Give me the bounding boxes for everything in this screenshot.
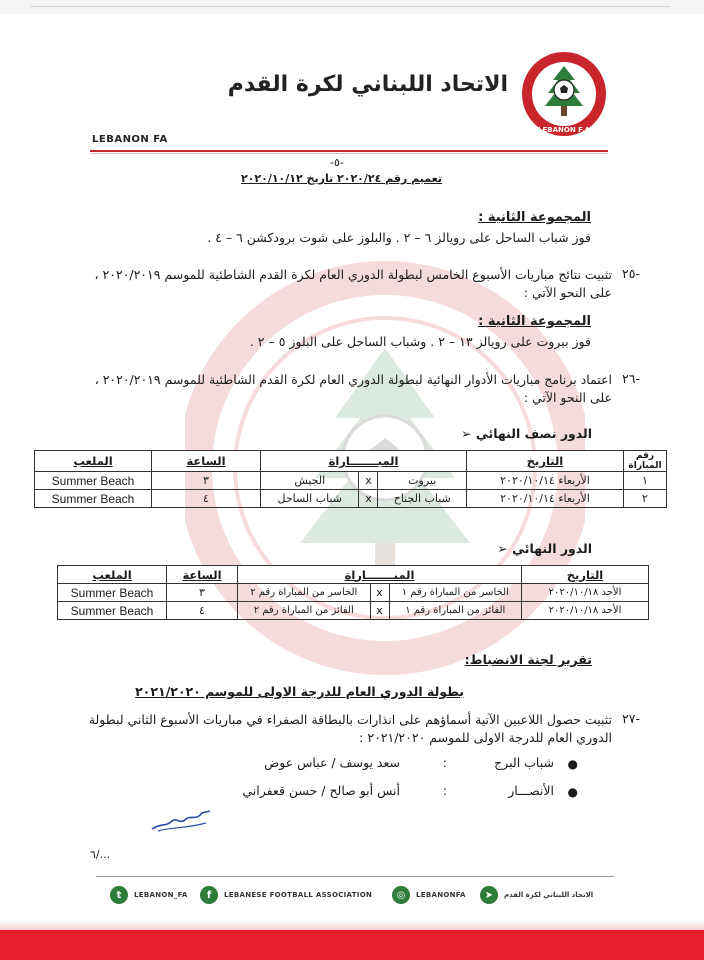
cell-away: الفائز من المباراة رقم ٢ — [238, 602, 371, 620]
footer-divider — [96, 876, 614, 877]
cell-home: الخاسر من المباراة رقم ١ — [389, 584, 522, 602]
cell-time: ٣ — [152, 472, 261, 490]
group-heading-1: المجموعة الثانية : — [478, 210, 591, 225]
group-result-1: فوز شباب الساحل على رويالز ٦ – ٢ . والبلوز على شوت برودكشن ٦ – ٤ . — [207, 230, 591, 245]
telegram-icon: ➤ — [480, 886, 498, 904]
col-date: التاريخ — [467, 451, 624, 472]
col-time: الساعة — [167, 566, 238, 584]
final-table — [57, 565, 649, 620]
cell-away: الجيش — [261, 472, 359, 490]
cell-time: ٣ — [167, 584, 238, 602]
col-match-number: رقم المباراة — [624, 451, 667, 472]
page-number: -٥- — [330, 156, 344, 169]
player-names: أنس أبو صالح / حسن قعفراني — [242, 783, 400, 798]
cell-no: ١ — [624, 472, 667, 490]
cell-time: ٤ — [152, 490, 261, 508]
twitter-handle: LEBANON_FA — [134, 891, 188, 899]
table-header-row — [58, 566, 649, 584]
circular-reference: تعميم رقم ٢٠٢٠/٢٤ تاريخ ٢٠٢٠/١٠/١٢ — [240, 172, 442, 185]
cell-vs: x — [359, 472, 378, 490]
item-number-26: -٢٦ — [622, 371, 640, 386]
cell-away: الخاسر من المباراة رقم ٢ — [238, 584, 371, 602]
table-row — [35, 472, 667, 490]
col-match: المبـــــــاراة — [238, 566, 522, 584]
group-heading-2: المجموعة الثانية : — [478, 314, 591, 329]
player-club: شباب البرج — [494, 755, 554, 770]
paper-fold-line — [30, 6, 670, 7]
instagram-handle: LEBANONFA — [416, 891, 466, 899]
lebanon-fa-logo — [520, 48, 608, 140]
player-names: سعد يوسف / عباس عوض — [264, 755, 400, 770]
org-name-english: LEBANON FA — [92, 134, 168, 145]
col-time: الساعة — [152, 451, 261, 472]
header-divider-shadow — [90, 153, 608, 154]
cell-vs: x — [359, 490, 378, 508]
bullet-icon: ● — [567, 757, 578, 771]
facebook-icon: f — [200, 886, 218, 904]
footer-red-band — [0, 930, 704, 960]
footer-twitter[interactable] — [110, 886, 188, 904]
footer-instagram[interactable] — [392, 886, 466, 904]
twitter-icon: t — [110, 886, 128, 904]
player-colon: : — [442, 783, 447, 798]
cell-date: الأربعاء ٢٠٢٠/١٠/١٤ — [467, 472, 624, 490]
col-venue: الملعب — [58, 566, 167, 584]
svg-text:LEBANON F.A: LEBANON F.A — [538, 126, 590, 134]
table-header-row — [35, 451, 667, 472]
org-name-arabic: الاتحاد اللبناني لكرة القدم — [227, 72, 508, 97]
final-title: الدور النهائي — [512, 541, 592, 556]
signature — [150, 805, 214, 835]
facebook-handle: LEBANESE FOOTBALL ASSOCIATION — [224, 891, 373, 899]
cell-home: شباب الجناح — [378, 490, 467, 508]
cell-no: ٢ — [624, 490, 667, 508]
cell-venue: Summer Beach — [35, 472, 152, 490]
table-row — [35, 490, 667, 508]
cell-date: الأحد ٢٠٢٠/١٠/١٨ — [522, 602, 649, 620]
item-text-26: اعتماد برنامج مباريات الأدوار النهائية لبطولة الدوري العام لكرة القدم الشاطئية للموسم ٢٠٢٠/٢٠١٩ ، على النحو الآتي : — [94, 372, 612, 405]
item-number-25: -٢٥ — [622, 266, 640, 281]
footer-telegram[interactable] — [480, 886, 593, 904]
championship-heading: بطولة الدوري العام للدرجة الاولى للموسم ٢٠٢١/٢٠٢٠ — [135, 684, 464, 699]
player-colon: : — [442, 755, 447, 770]
instagram-icon: ◎ — [392, 886, 410, 904]
col-match: المبـــــــاراة — [261, 451, 467, 472]
table-row — [58, 584, 649, 602]
telegram-handle: الاتحاد اللبناني لكرة القدم — [504, 891, 594, 899]
item-text-27: تثبيت حصول اللاعبين الآتية أسماؤهم على انذارات بالبطاقة الصفراء في مباريات الأسبوع الثاني لبطولة الدوري العام للدرجة الاولى للموسم ٢٠٢١/٢٠٢٠ : — [88, 712, 612, 745]
cell-home: بيروت — [378, 472, 467, 490]
discipline-heading: تقرير لجنة الانضباط: — [464, 652, 592, 667]
arrow-icon: ➢ — [497, 541, 508, 556]
cell-home: الفائز من المباراة رقم ١ — [389, 602, 522, 620]
cell-venue: Summer Beach — [58, 584, 167, 602]
bullet-icon: ● — [567, 785, 578, 799]
semifinal-table — [34, 450, 667, 508]
cell-time: ٤ — [167, 602, 238, 620]
col-venue: الملعب — [35, 451, 152, 472]
header-divider — [90, 150, 608, 152]
semifinal-title: الدور نصف النهائي — [475, 426, 592, 441]
arrow-icon: ➢ — [461, 426, 472, 441]
table-row — [58, 602, 649, 620]
footer-facebook[interactable] — [200, 886, 372, 904]
final-heading — [497, 541, 592, 556]
group-result-2: فوز بيروت على رويالز ١٣ – ٢ . وشباب الساحل على البلوز ٥ – ٢ . — [249, 334, 591, 349]
cell-venue: Summer Beach — [58, 602, 167, 620]
item-number-27: -٢٧ — [622, 711, 640, 726]
cell-away: شباب الساحل — [261, 490, 359, 508]
item-text-25: تثبيت نتائج مباريات الأسبوع الخامس لبطولة الدوري العام لكرة القدم الشاطئية للموسم ٢٠٢٠/٢٠١٩ ، على النحو الآتي : — [94, 267, 612, 300]
cell-vs: x — [370, 584, 389, 602]
top-strip — [0, 0, 704, 14]
col-date: التاريخ — [522, 566, 649, 584]
cell-date: الأحد ٢٠٢٠/١٠/١٨ — [522, 584, 649, 602]
semifinal-heading — [461, 426, 592, 441]
cell-date: الأربعاء ٢٠٢٠/١٠/١٤ — [467, 490, 624, 508]
cell-vs: x — [370, 602, 389, 620]
cell-venue: Summer Beach — [35, 490, 152, 508]
continuation-marker: ٦/... — [90, 848, 111, 861]
player-club: الأنصـــار — [508, 783, 554, 798]
